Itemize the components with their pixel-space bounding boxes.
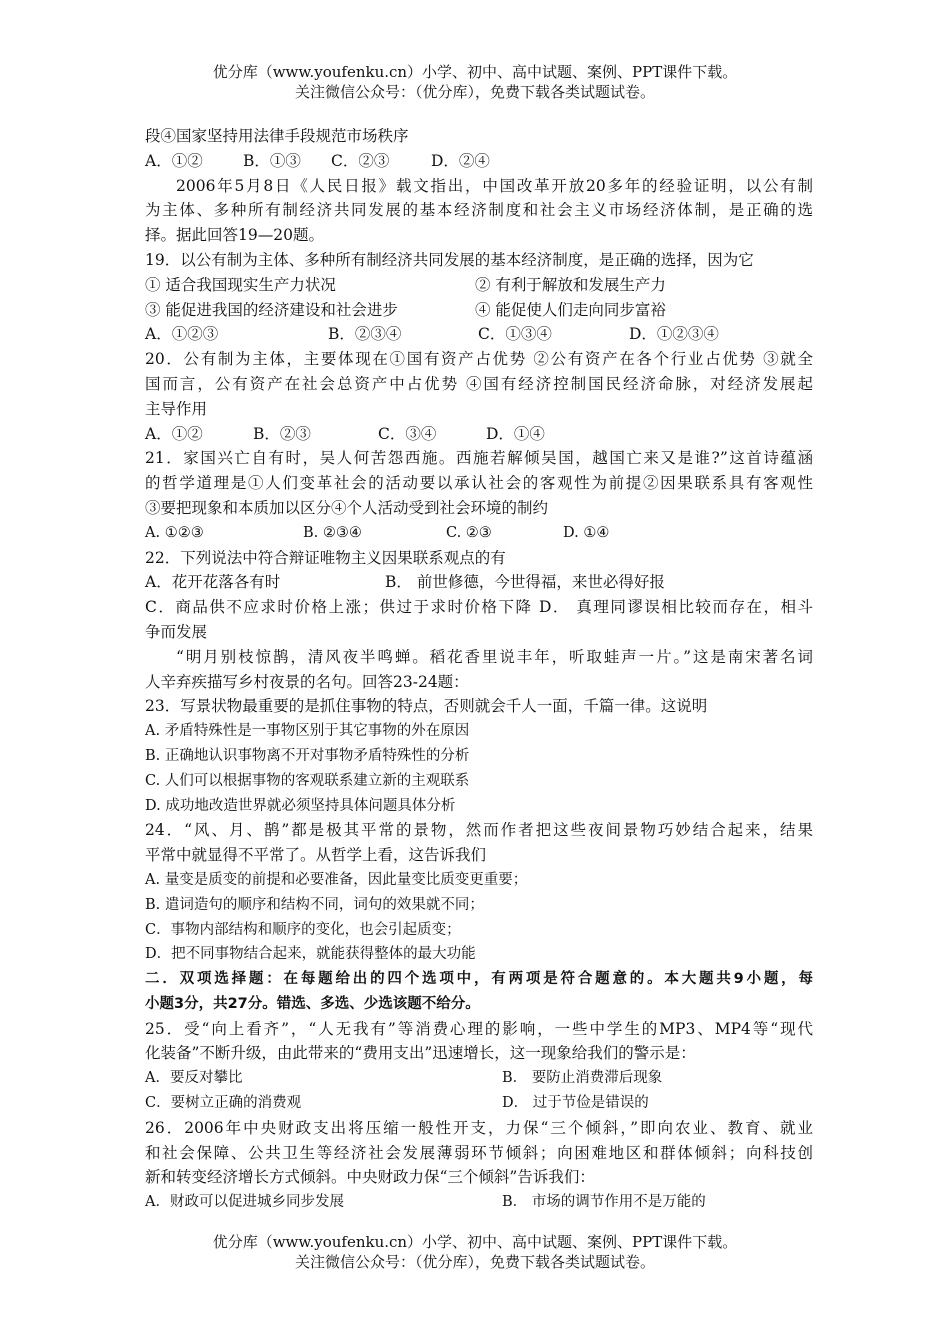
page-header [0,62,950,102]
q24-line-2: 平常中就显得不平常了。从哲学上看，这告诉我们 [145,846,487,865]
q19-option-d: D．①②③④ [629,325,719,344]
q26-option-b: B． 市场的调节作用不是万能的 [502,1194,706,1211]
passage2-line-1: “明月别枝惊鹊，清风夜半鸣蝉。稻花香里说丰年，听取蛙声一片。”这是南宋著名词 [176,647,813,666]
q26-options-row-1 [145,1190,813,1215]
q25-options-row-1 [145,1066,813,1091]
q18-option-d: D．②④ [431,151,490,170]
q26-line-2: 和社会保障、公共卫生等经济社会发展薄弱环节倾斜；向困难地区和群体倾斜；向科技创 [145,1143,813,1162]
header-line-2: 关注微信公众号：（优分库），免费下载各类试题试卷。 [294,83,655,101]
q25-option-c: C．要树立正确的消费观 [145,1095,302,1112]
q25-option-a: A．要反对攀比 [145,1070,243,1087]
q19-stem: 19．以公有制为主体、多种所有制经济共同发展的基本经济制度，是正确的选择，因为它 [145,250,754,269]
q26-line-1: 26．2006年中央财政支出将压缩一般性开支，力保“三个倾斜，”即向农业、教育、就业 [145,1118,813,1137]
q25-options-row-2 [145,1091,813,1116]
q18-tail: 段④国家坚持用法律手段规范市场秩序 [145,127,409,145]
q18-option-a: A．①② [145,151,203,170]
q19-item-1: ① 适合我国现实生产力状况 [145,275,336,294]
q20-option-b: B．②③ [253,424,311,443]
exam-content [145,124,813,1215]
q20-line-3: 主导作用 [145,399,208,418]
q22-options-row-1 [145,570,813,595]
q21-line-2: 的哲学道理是①人们变革社会的活动要以承认社会的客观性为前提②因果联系具有客观性 [145,474,813,493]
q22-stem: 22．下列说法中符合辩证唯物主义因果联系观点的有 [145,548,506,567]
q18-option-b: B．①③ [243,151,301,170]
q21-line-3: ③要把现象和本质加以区分④个人活动受到社会环境的制约 [145,498,549,517]
q24-option-d: D．把不同事物结合起来，就能获得整体的最大功能 [145,946,476,963]
q19-option-b: B．②③④ [328,325,402,344]
q21-options [145,521,813,546]
q23-stem: 23．写景状物最重要的是抓住事物的特点，否则就会千人一面，千篇一律。这说明 [145,697,708,716]
q20-line-2: 国而言，公有资产在社会总资产中占优势 ④国有经济控制国民经济命脉，对经济发展起 [145,374,813,393]
q18-options [145,149,813,174]
q19-option-c: C．①③④ [478,325,552,344]
q24-option-c: C．事物内部结构和顺序的变化，也会引起质变； [145,921,461,938]
footer-line-2: 关注微信公众号：（优分库），免费下载各类试题试卷。 [294,1253,655,1271]
q22-options-row-2: C．商品供不应求时价格上涨；供过于求时价格下降 D． 真理同谬误相比较而存在，相斗 [145,598,813,617]
q26-line-3: 新和转变经济增长方式倾斜。中央财政力保“三个倾斜”告诉我们： [145,1168,595,1187]
q25-line-2: 化装备”不断升级，由此带来的“费用支出”迅速增长，这一现象给我们的警示是： [145,1044,696,1063]
q23-option-a: A. 矛盾特殊性是一事物区别于其它事物的外在原因 [145,723,470,740]
q22-option-a: A．花开花落各有时 [145,573,281,592]
q21-option-c: C. ②③ [446,524,492,541]
q21-line-1: 21．家国兴亡自有时，吴人何苦怨西施。西施若解倾吴国，越国亡来又是谁?”这首诗蕴涵 [145,449,813,468]
q22-option-b: B． 前世修德，今世得福，来世必得好报 [385,573,665,592]
q19-item-4: ④ 能促使人们走向同步富裕 [475,300,666,319]
q21-option-a: A. ①②③ [145,524,204,541]
section2-heading-line-2: 小题3分，共27分。错选、多选、少选该题不给分。 [145,995,480,1012]
q22-options-row-3: 争而发展 [145,622,208,641]
passage1-line-1: 2006年5月8日《人民日报》载文指出，中国改革开放20多年的经验证明，以公有制 [176,176,813,195]
q19-options [145,322,813,347]
q19-item-2: ② 有利于解放和发展生产力 [475,275,666,294]
footer-line-1: 优分库（www.youfenku.cn）小学、初中、高中试题、案例、PPT课件下载。 [212,1233,738,1251]
q23-option-b: B. 正确地认识事物离不开对事物矛盾特殊性的分析 [145,747,470,764]
q19-item-3: ③ 能促进我国的经济建设和社会进步 [145,300,398,319]
q19-items-row-1 [145,273,813,298]
page-footer [0,1232,950,1272]
header-line-1: 优分库（www.youfenku.cn）小学、初中、高中试题、案例、PPT课件下载。 [212,63,738,81]
q20-option-d: D．①④ [486,424,545,443]
q24-line-1: 24．“风、月、鹊”都是极其平常的景物，然而作者把这些夜间景物巧妙结合起来，结果 [145,821,813,840]
q26-option-a: A．财政可以促进城乡同步发展 [145,1194,344,1211]
q21-option-d: D. ①④ [563,524,610,541]
q20-option-c: C．③④ [378,424,437,443]
passage1-line-2: 为主体、多种所有制经济共同发展的基本经济制度和社会主义市场经济体制，是正确的选 [145,201,813,220]
q19-option-a: A．①②③ [145,325,219,344]
q21-option-b: B. ②③④ [303,524,362,541]
q20-option-a: A．①② [145,424,203,443]
q23-option-d: D. 成功地改造世界就必须坚持具体问题具体分析 [145,797,456,814]
q20-line-1: 20．公有制为主体，主要体现在①国有资产占优势 ②公有资产在各个行业占优势 ③就全 [145,350,813,369]
q24-option-b: B. 遣词造句的顺序和结构不同，词句的效果就不同； [145,896,484,913]
q23-option-c: C. 人们可以根据事物的客观联系建立新的主观联系 [145,772,470,789]
q19-items-row-2 [145,298,813,323]
q18-option-c: C．②③ [331,151,390,170]
section2-heading-line-1: 二．双项选择题：在每题给出的四个选项中，有两项是符合题意的。本大题共9小题，每 [145,971,813,988]
q20-options [145,422,813,447]
passage2-line-2: 人辛弃疾描写乡村夜景的名句。回答23-24题： [145,672,469,691]
q25-option-d: D． 过于节俭是错误的 [502,1095,649,1112]
q24-option-a: A. 量变是质变的前提和必要准备，因此量变比质变更重要； [145,871,528,888]
q25-line-1: 25．受“向上看齐”，“人无我有”等消费心理的影响，一些中学生的MP3、MP4等“现代 [145,1019,813,1038]
passage1-line-3: 择。据此回答19—20题。 [145,226,324,245]
q25-option-b: B． 要防止消费滞后现象 [502,1070,663,1087]
